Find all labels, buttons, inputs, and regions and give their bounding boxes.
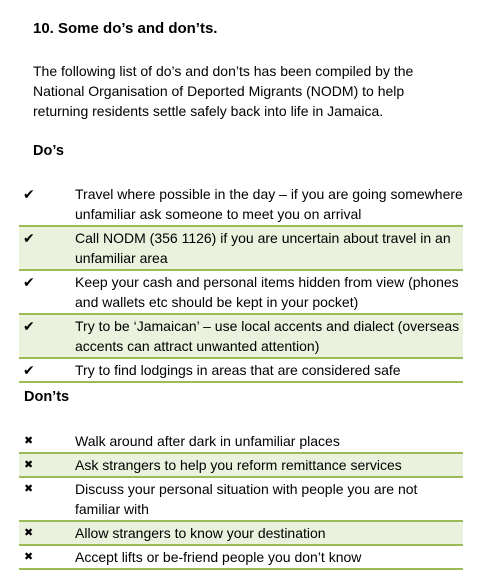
dos-item-text bbox=[75, 360, 401, 380]
item-line: Accept lifts or be-friend people you don’t know bbox=[75, 549, 362, 565]
dos-list bbox=[19, 183, 463, 383]
dos-item bbox=[19, 227, 463, 271]
donts-item bbox=[19, 454, 463, 478]
intro-line: National Organisation of Deported Migrants (NODM) to help bbox=[33, 83, 405, 99]
donts-item bbox=[19, 478, 463, 522]
dos-item-text bbox=[75, 316, 459, 356]
donts-list bbox=[19, 430, 463, 570]
checkmark-icon: ✔ bbox=[23, 318, 35, 334]
item-line: Ask strangers to help you reform remittance services bbox=[75, 457, 402, 473]
dos-title: Do’s bbox=[33, 143, 64, 159]
section-heading: 10. Some do’s and don’ts. bbox=[33, 20, 218, 37]
checkmark-icon: ✔ bbox=[23, 186, 35, 202]
item-line: accents can attract unwanted attention) bbox=[75, 338, 320, 354]
item-line: Allow strangers to know your destination bbox=[75, 525, 326, 541]
item-line: Try to be ‘Jamaican’ – use local accents and dialect (overseas bbox=[75, 318, 460, 334]
cross-icon: ✖ bbox=[24, 435, 34, 447]
intro-paragraph bbox=[33, 61, 463, 121]
donts-item bbox=[19, 546, 463, 570]
item-line: Discuss your personal situation with people you are not bbox=[75, 481, 418, 497]
dos-item bbox=[19, 271, 463, 315]
cross-icon: ✖ bbox=[24, 459, 34, 471]
item-line: familiar with bbox=[75, 501, 149, 517]
dos-item-text bbox=[75, 184, 463, 224]
cross-icon: ✖ bbox=[24, 483, 34, 495]
checkmark-icon: ✔ bbox=[23, 362, 35, 378]
item-line: and wallets etc should be kept in your pocket) bbox=[75, 294, 359, 310]
donts-item bbox=[19, 522, 463, 546]
cross-icon: ✖ bbox=[24, 527, 34, 539]
donts-title: Don’ts bbox=[24, 389, 70, 405]
donts-item-text bbox=[75, 547, 361, 567]
dos-item-text bbox=[75, 228, 451, 268]
checkmark-icon: ✔ bbox=[23, 274, 35, 290]
item-line: Keep your cash and personal items hidden from view (phones bbox=[75, 274, 459, 290]
dos-item bbox=[19, 183, 463, 227]
dos-item bbox=[19, 315, 463, 359]
item-line: Call NODM (356 1126) if you are uncertain about travel in an bbox=[75, 230, 451, 246]
donts-item-text bbox=[75, 431, 340, 451]
item-line: Walk around after dark in unfamiliar places bbox=[75, 433, 340, 449]
item-line: unfamiliar ask someone to meet you on arrival bbox=[75, 206, 362, 222]
item-line: unfamiliar area bbox=[75, 250, 168, 266]
intro-line: returning residents settle safely back into life in Jamaica. bbox=[33, 103, 384, 119]
intro-line: The following list of do’s and don’ts has been compiled by the bbox=[33, 63, 414, 79]
cross-icon: ✖ bbox=[24, 551, 34, 563]
item-line: Travel where possible in the day – if you are going somewhere bbox=[75, 186, 463, 202]
item-line: Try to find lodgings in areas that are considered safe bbox=[75, 362, 401, 378]
donts-item-text bbox=[75, 479, 417, 519]
donts-item-text bbox=[75, 455, 402, 475]
donts-item bbox=[19, 430, 463, 454]
donts-item-text bbox=[75, 523, 326, 543]
dos-item bbox=[19, 359, 463, 383]
checkmark-icon: ✔ bbox=[23, 230, 35, 246]
dos-item-text bbox=[75, 272, 459, 312]
